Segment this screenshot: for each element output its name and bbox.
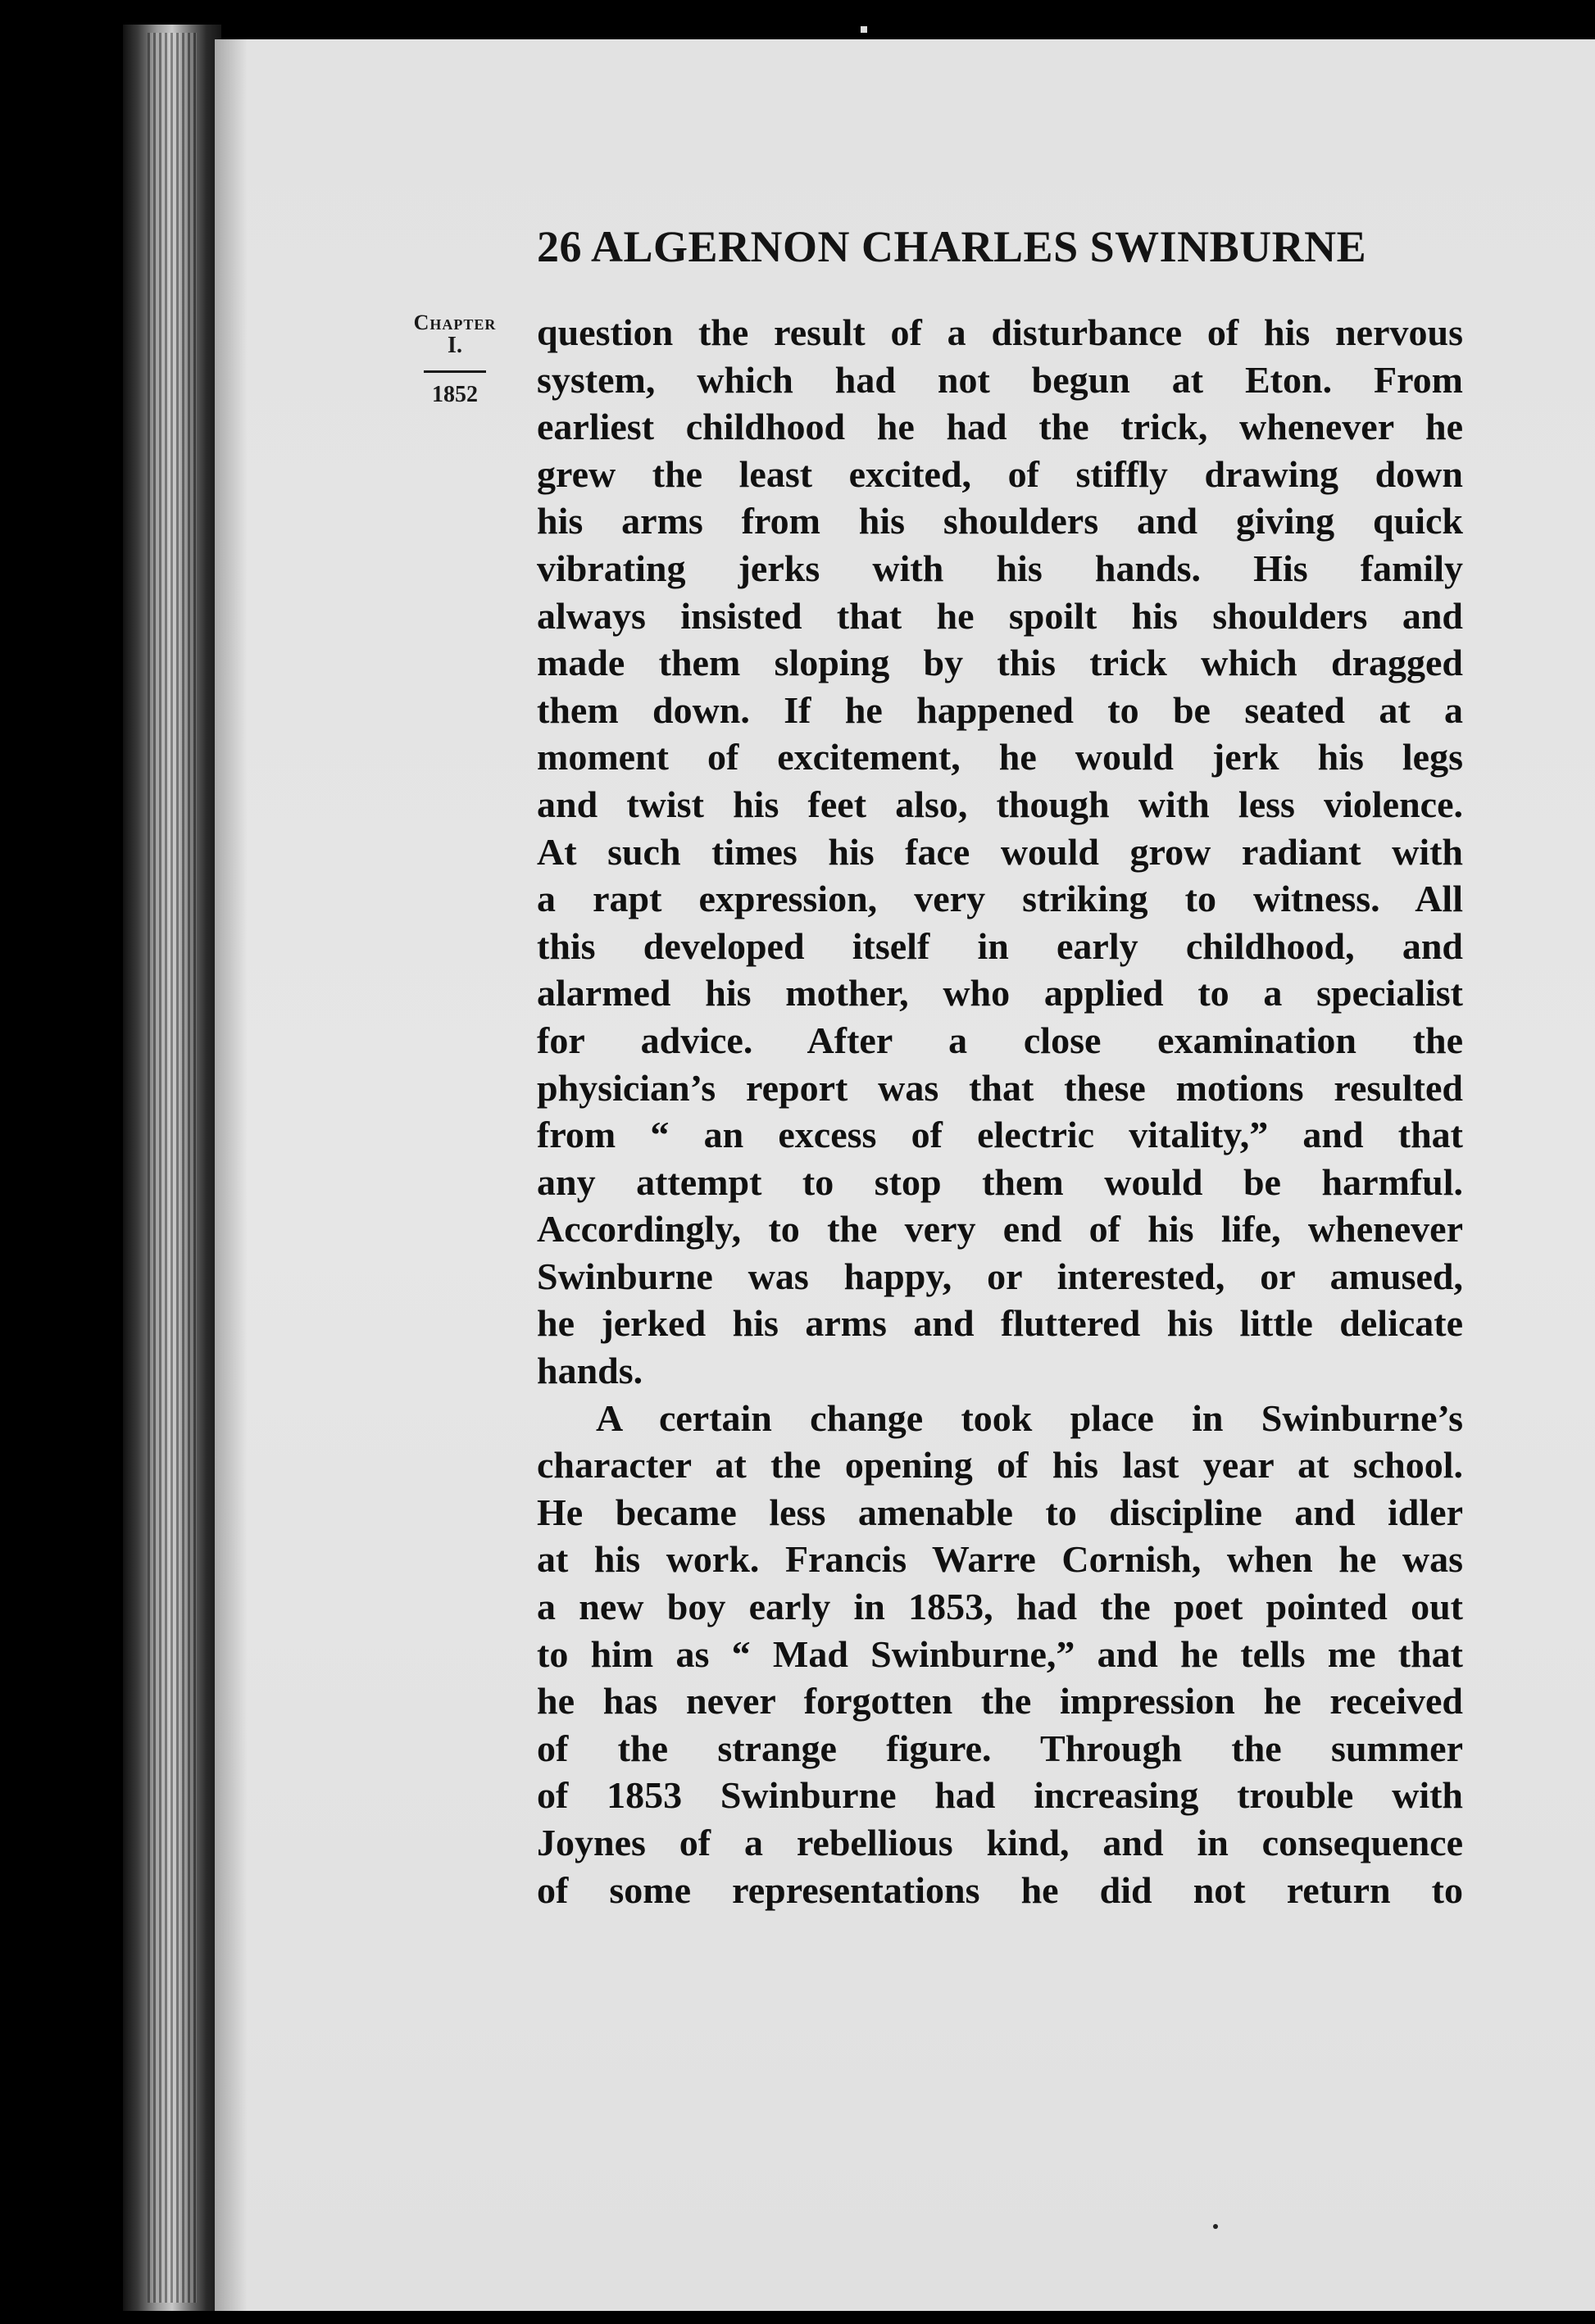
text-line: and twist his feet also, though with less violence. [537,783,1463,825]
text-line: Swinburne was happy, or interested, or amused, [537,1255,1463,1297]
text-line: at his work. Francis Warre Cornish, when he was [537,1538,1463,1581]
body-text [537,309,1463,1913]
text-line: always insisted that he spoilt his shoulders and [537,594,1463,637]
text-line: Joynes of a rebellious kind, and in consequence [537,1822,1463,1863]
text-line: character at the opening of his last year at school. [537,1444,1463,1487]
binding-texture [148,33,197,2303]
text-line: physician’s report was that these motions resulted [537,1066,1463,1109]
scan-mark [861,26,867,33]
margin-chapter-number: I. [448,333,462,358]
text-line: made them sloping by this trick which dragged [537,642,1463,684]
text-line: any attempt to stop them would be harmful. [537,1160,1463,1203]
text-line: He became less amenable to discipline and idler [537,1491,1463,1533]
text-line: a rapt expression, very striking to witness. All [537,878,1463,920]
text-line: hands. [537,1350,643,1392]
text-line: earliest childhood he had the trick, whenever he [537,406,1463,448]
text-line: from “ an excess of electric vitality,” and that [537,1114,1463,1156]
gutter-shadow [215,39,248,2311]
text-line: of 1853 Swinburne had increasing trouble with [537,1774,1463,1817]
text-line: he jerked his arms and fluttered his little delicate [537,1302,1463,1345]
text-line: of the strange figure. Through the summer [537,1727,1463,1769]
text-line: alarmed his mother, who applied to a specialist [537,972,1463,1014]
text-line: a new boy early in 1853, had the poet pointed out [537,1586,1463,1628]
text-line: question the result of a disturbance of his nervous [537,311,1463,353]
text-line: of some representations he did not return to [537,1868,1463,1911]
margin-note [393,311,516,407]
text-line: Accordingly, to the very end of his life, whenever [537,1208,1463,1251]
text-line: vibrating jerks with his hands. His family [537,547,1463,589]
text-line: grew the least excited, of stiffly drawing down [537,452,1463,495]
text-line: moment of excitement, he would jerk his legs [537,736,1463,778]
text-line: his arms from his shoulders and giving quick [537,500,1463,542]
text-line: system, which had not begun at Eton. From [537,358,1463,401]
margin-year: 1852 [432,382,478,407]
running-head: 26 ALGERNON CHARLES SWINBURNE [537,222,1367,271]
margin-chapter-label: Chapter [413,311,497,334]
text-line: to him as “ Mad Swinburne,” and he tells me that [537,1632,1463,1675]
text-line: this developed itself in early childhood, and [537,924,1463,967]
text-line: for advice. After a close examination the [537,1019,1463,1061]
text-line: At such times his face would grow radiant with [537,830,1463,873]
text-line: them down. If he happened to be seated at a [537,688,1463,731]
text-line: he has never forgotten the impression he received [537,1680,1463,1723]
margin-rule [424,370,486,373]
paper-speck [1213,2224,1218,2229]
text-line: A certain change took place in Swinburne’s [596,1396,1463,1439]
